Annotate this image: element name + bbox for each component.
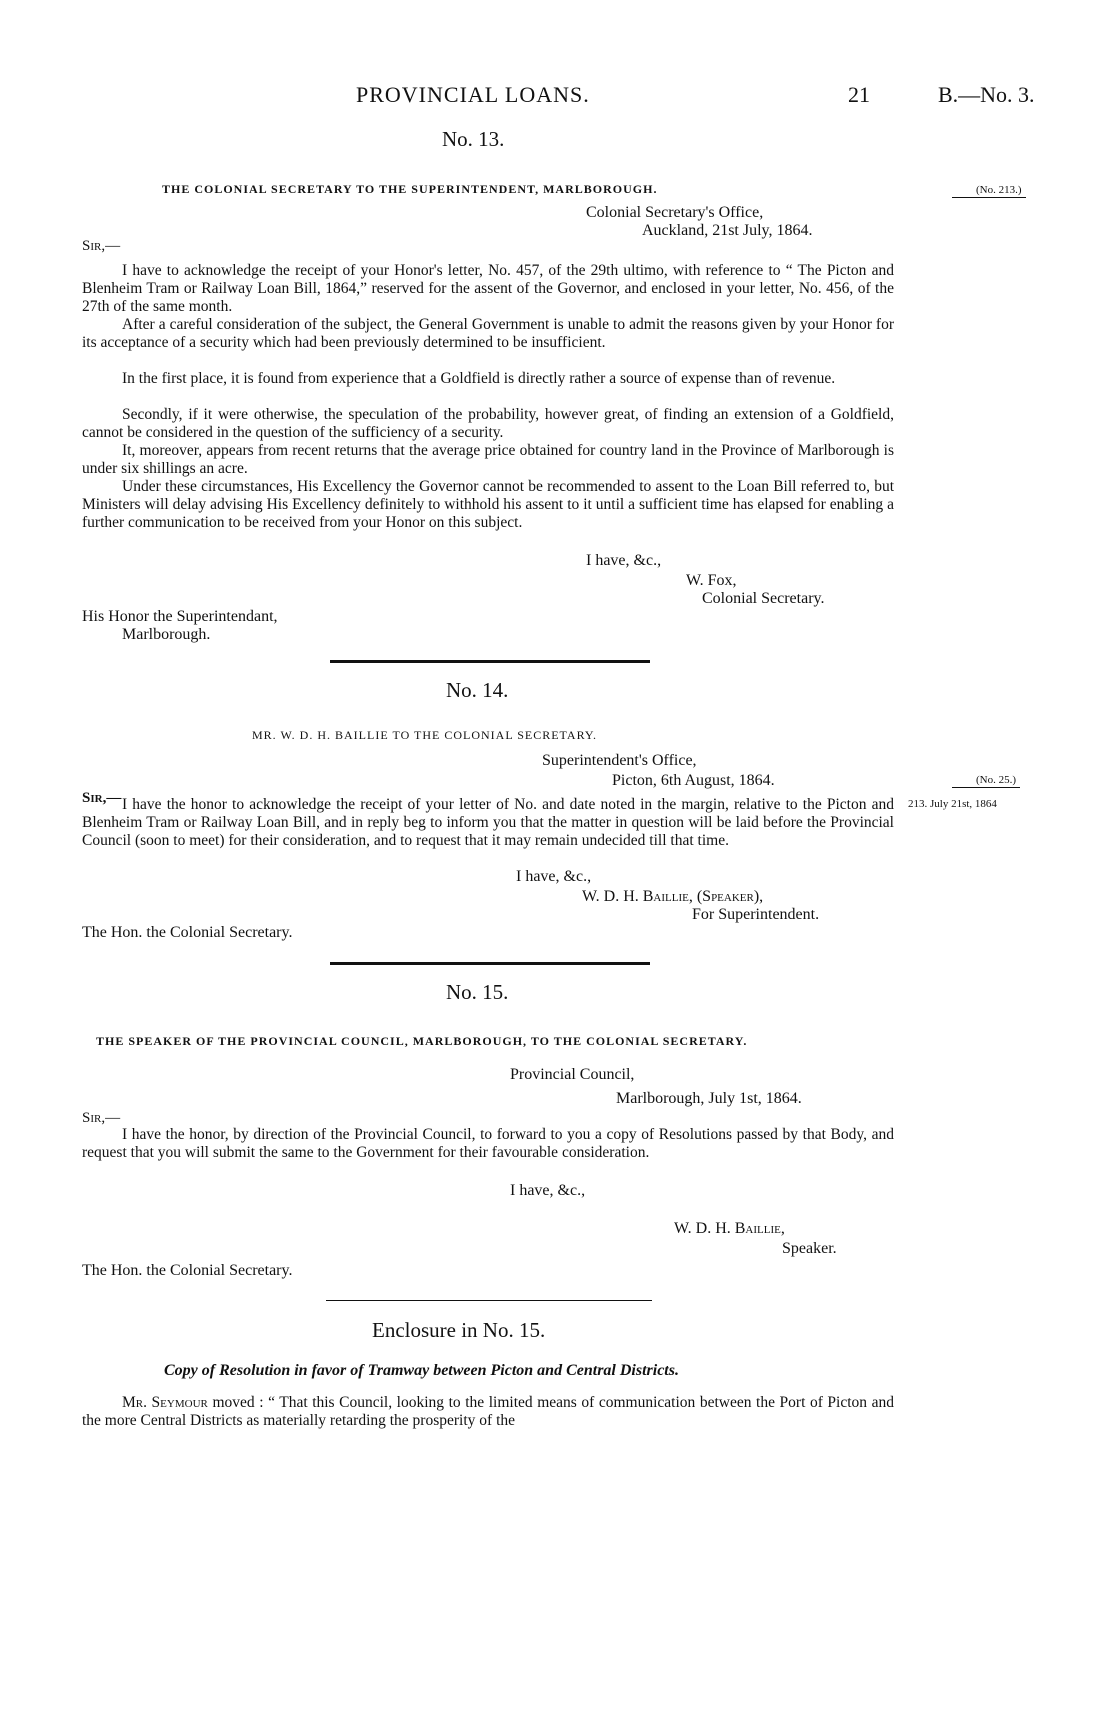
- letter-13-closing: I have, &c.,: [586, 552, 662, 569]
- letter-13-signature: W. Fox,: [686, 572, 737, 589]
- letter-15-address-council: Provincial Council,: [510, 1066, 635, 1083]
- letter-14-signature-title: For Superintendent.: [692, 906, 820, 923]
- letter-13-paragraph-2: After a careful consideration of the subject, the General Government is unable to admit the reasons given by your Honor for its acceptance of a security which had been previously determined to be insufficient.: [82, 316, 894, 351]
- page-number: 21: [848, 82, 870, 107]
- enclosure-text: moved : “ That this Council, looking to the limited means of communication between the Port of Picton and the more Central Districts as materially retarding the prosperity of the: [82, 1394, 894, 1429]
- letter-13-signature-title: Colonial Secretary.: [702, 590, 825, 607]
- letter-13-address-date: Auckland, 21st July, 1864.: [642, 222, 813, 239]
- section-divider: [326, 1300, 652, 1301]
- document-reference: B.—No. 3.: [938, 82, 1035, 107]
- enclosure-mover: Mr. Seymour: [122, 1394, 208, 1411]
- letter-14-address-date: Picton, 6th August, 1864.: [612, 772, 775, 789]
- letter-15-number: No. 15.: [446, 980, 509, 1004]
- letter-14-heading: MR. W. D. H. BAILLIE TO THE COLONIAL SECRETARY.: [252, 728, 598, 742]
- letter-13-paragraph-5: It, moreover, appears from recent returns that the average price obtained for country land in the Province of Marlborough is under six shillings an acre.: [82, 442, 894, 477]
- letter-14-closing: I have, &c.,: [516, 868, 592, 885]
- letter-13-margin-reference: (No. 213.): [952, 184, 1026, 198]
- letter-13-salutation: Sir,—: [82, 238, 121, 254]
- letter-15-addressee: The Hon. the Colonial Secretary.: [82, 1262, 293, 1279]
- section-divider: [330, 962, 650, 965]
- letter-14-signature: W. D. H. Baillie, (Speaker),: [582, 888, 764, 905]
- letter-13-paragraph-6: Under these circumstances, His Excellency the Governor cannot be recommended to assent to the Loan Bill referred to, but Ministers will delay advising His Excellency definitely to withhold his assent to it until a sufficient time has elapsed for enabling a further communication to be received from your Honor on this subject.: [82, 478, 894, 531]
- letter-13-paragraph-4: Secondly, if it were otherwise, the speculation of the probability, however great, of finding an extension of a Goldfield, cannot be considered in the question of the sufficiency of a security.: [82, 406, 894, 441]
- letter-13-addressee: His Honor the Superintendant,: [82, 608, 278, 625]
- enclosure-paragraph: [82, 1394, 894, 1430]
- enclosure-subtitle: Copy of Resolution in favor of Tramway between Picton and Central Districts.: [164, 1362, 679, 1379]
- enclosure-title: Enclosure in No. 15.: [372, 1318, 546, 1342]
- letter-13-number: No. 13.: [442, 127, 505, 151]
- letter-15-signature: W. D. H. Baillie,: [674, 1220, 785, 1237]
- running-title: PROVINCIAL LOANS.: [356, 82, 590, 107]
- letter-14-salutation: Sir,—: [82, 790, 122, 806]
- letter-13-address-office: Colonial Secretary's Office,: [586, 204, 764, 221]
- letter-14-number: No. 14.: [446, 678, 509, 702]
- letter-15-address-date: Marlborough, July 1st, 1864.: [616, 1090, 802, 1107]
- letter-15-closing: I have, &c.,: [510, 1182, 586, 1199]
- letter-15-salutation: Sir,—: [82, 1110, 121, 1126]
- letter-15-paragraph: I have the honor, by direction of the Provincial Council, to forward to you a copy of Resolutions passed by that Body, and request that you will submit the same to the Government for their favourable consideration.: [82, 1126, 894, 1161]
- letter-13-addressee-place: Marlborough.: [122, 626, 211, 643]
- letter-13-heading: THE COLONIAL SECRETARY TO THE SUPERINTENDENT, MARLBOROUGH.: [162, 182, 658, 196]
- letter-14-addressee: The Hon. the Colonial Secretary.: [82, 924, 293, 941]
- letter-14-margin-reference: (No. 25.): [952, 774, 1020, 788]
- letter-14-address-office: Superintendent's Office,: [542, 752, 697, 769]
- letter-15-signature-title: Speaker.: [782, 1240, 837, 1257]
- letter-13-paragraph-1: I have to acknowledge the receipt of your Honor's letter, No. 457, of the 29th ultimo, with reference to “ The Picton and Blenheim Tram or Railway Loan Bill, 1864,” reserved for the assent of the Governor, and enclosed in your letter, No. 456, of the 27th of the same month.: [82, 262, 894, 315]
- letter-13-paragraph-3: In the first place, it is found from experience that a Goldfield is directly rather a source of expense than of revenue.: [122, 370, 836, 387]
- letter-15-heading: THE SPEAKER OF THE PROVINCIAL COUNCIL, MARLBOROUGH, TO THE COLONIAL SECRETARY.: [96, 1034, 748, 1048]
- section-divider: [330, 660, 650, 663]
- letter-14-margin-note: 213. July 21st, 1864: [908, 798, 997, 810]
- letter-14-paragraph: I have the honor to acknowledge the receipt of your letter of No. and date noted in the margin, relative to the Picton and Blenheim Tram or Railway Loan Bill, and in reply beg to inform you that the matter in question will be laid before the Provincial Council (soon to meet) for their consideration, and to request that it may remain undecided till that time.: [82, 796, 894, 849]
